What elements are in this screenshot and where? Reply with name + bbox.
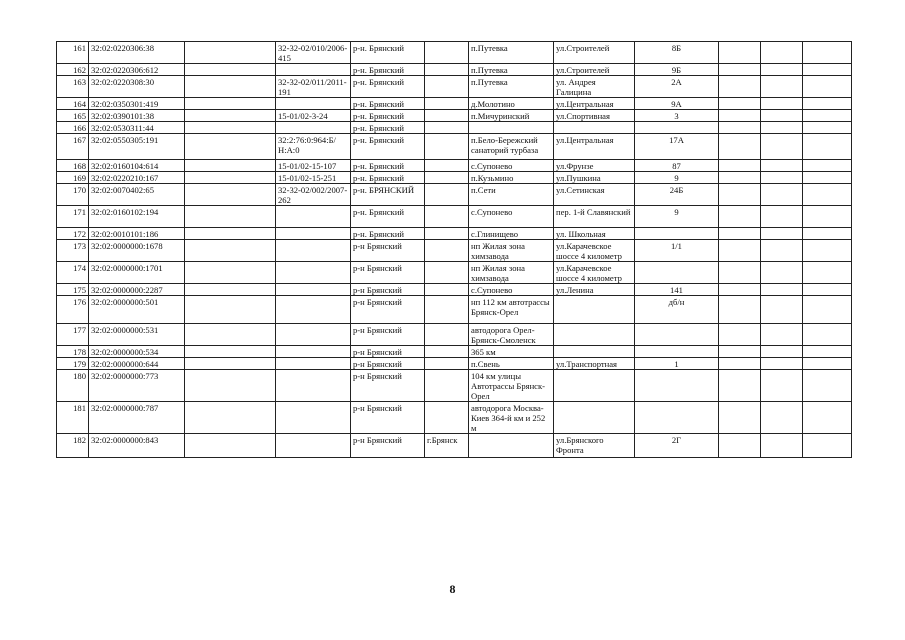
cadastral-number: 32:02:0000000:2287 — [89, 284, 185, 296]
city — [425, 64, 469, 76]
table-row — [57, 434, 852, 458]
empty-cell — [185, 160, 276, 172]
settlement: с.Глинищево — [469, 228, 554, 240]
district: р-н Брянский — [351, 284, 425, 296]
settlement: 104 км улицы Автотрассы Брянск-Орел — [469, 370, 554, 402]
empty-cell — [719, 296, 761, 324]
city — [425, 42, 469, 64]
empty-cell — [803, 98, 852, 110]
settlement: п.Путевка — [469, 42, 554, 64]
district: р-н Брянский — [351, 240, 425, 262]
settlement: п.Бело-Бережский санаторий турбаза — [469, 134, 554, 160]
table-row — [57, 296, 852, 324]
cadastral-number: 32:02:0000000:501 — [89, 296, 185, 324]
empty-cell — [719, 110, 761, 122]
cadastral-number: 32:02:0000000:644 — [89, 358, 185, 370]
empty-cell — [803, 42, 852, 64]
empty-cell — [803, 402, 852, 434]
house-number: 2А — [635, 76, 719, 98]
city — [425, 228, 469, 240]
row-number: 165 — [57, 110, 89, 122]
street: ул.Строителей — [554, 42, 635, 64]
street: ул.Брянского Фронта — [554, 434, 635, 458]
empty-cell — [761, 184, 803, 206]
settlement: автодорога Москва-Киев 364-й км и 252 м — [469, 402, 554, 434]
house-number — [635, 122, 719, 134]
house-number: 141 — [635, 284, 719, 296]
empty-cell — [761, 42, 803, 64]
table-row — [57, 262, 852, 284]
street — [554, 402, 635, 434]
empty-cell — [185, 42, 276, 64]
registration-number — [276, 206, 351, 228]
registration-number — [276, 98, 351, 110]
table-row — [57, 110, 852, 122]
street: ул.Карачевское шоссе 4 километр — [554, 240, 635, 262]
row-number: 174 — [57, 262, 89, 284]
district: р-н. Брянский — [351, 134, 425, 160]
house-number: 9А — [635, 98, 719, 110]
row-number: 167 — [57, 134, 89, 160]
settlement: нп 112 км автотрассы Брянск-Орел — [469, 296, 554, 324]
empty-cell — [185, 122, 276, 134]
empty-cell — [719, 98, 761, 110]
empty-cell — [803, 370, 852, 402]
table-row — [57, 134, 852, 160]
empty-cell — [803, 228, 852, 240]
district: р-н Брянский — [351, 402, 425, 434]
table-row — [57, 98, 852, 110]
house-number: 9 — [635, 172, 719, 184]
empty-cell — [803, 76, 852, 98]
cadastral-number: 32:02:0010101:186 — [89, 228, 185, 240]
row-number: 175 — [57, 284, 89, 296]
district: р-н. Брянский — [351, 160, 425, 172]
city — [425, 262, 469, 284]
cadastral-number: 32:02:0000000:1678 — [89, 240, 185, 262]
cadastral-number: 32:02:0160104:614 — [89, 160, 185, 172]
registration-number — [276, 324, 351, 346]
table-row — [57, 284, 852, 296]
empty-cell — [185, 370, 276, 402]
house-number — [635, 228, 719, 240]
cadastral-number: 32:02:0160102:194 — [89, 206, 185, 228]
street — [554, 296, 635, 324]
empty-cell — [803, 346, 852, 358]
empty-cell — [719, 434, 761, 458]
registration-number — [276, 262, 351, 284]
empty-cell — [761, 346, 803, 358]
empty-cell — [761, 240, 803, 262]
street: ул.Ленина — [554, 284, 635, 296]
row-number: 179 — [57, 358, 89, 370]
table-row — [57, 184, 852, 206]
empty-cell — [719, 160, 761, 172]
registration-number — [276, 228, 351, 240]
table-row — [57, 346, 852, 358]
empty-cell — [719, 42, 761, 64]
settlement: нп Жилая зона химзавода — [469, 240, 554, 262]
district: р-н Брянский — [351, 346, 425, 358]
district: р-н Брянский — [351, 434, 425, 458]
cadastral-number: 32:02:0070402:65 — [89, 184, 185, 206]
district: р-н. Брянский — [351, 42, 425, 64]
empty-cell — [719, 240, 761, 262]
table-row — [57, 228, 852, 240]
district: р-н. Брянский — [351, 206, 425, 228]
table-row — [57, 240, 852, 262]
table-row — [57, 172, 852, 184]
row-number: 171 — [57, 206, 89, 228]
cadastral-number: 32:02:0000000:1701 — [89, 262, 185, 284]
district: р-н Брянский — [351, 262, 425, 284]
empty-cell — [761, 402, 803, 434]
city — [425, 206, 469, 228]
empty-cell — [719, 358, 761, 370]
empty-cell — [761, 228, 803, 240]
empty-cell — [761, 262, 803, 284]
city — [425, 122, 469, 134]
empty-cell — [185, 98, 276, 110]
row-number: 169 — [57, 172, 89, 184]
house-number: 9 — [635, 206, 719, 228]
house-number: 1/1 — [635, 240, 719, 262]
city — [425, 184, 469, 206]
city — [425, 402, 469, 434]
settlement: п.Свень — [469, 358, 554, 370]
empty-cell — [761, 64, 803, 76]
row-number: 181 — [57, 402, 89, 434]
empty-cell — [185, 64, 276, 76]
row-number: 182 — [57, 434, 89, 458]
city — [425, 160, 469, 172]
table-row — [57, 160, 852, 172]
row-number: 178 — [57, 346, 89, 358]
table-row — [57, 122, 852, 134]
street: ул.Сетинская — [554, 184, 635, 206]
district: р-н. Брянский — [351, 64, 425, 76]
cadastral-number: 32:02:0220308:30 — [89, 76, 185, 98]
settlement: п.Мичуринский — [469, 110, 554, 122]
registration-number — [276, 434, 351, 458]
cadastral-number: 32:02:0000000:843 — [89, 434, 185, 458]
registration-number — [276, 358, 351, 370]
registration-number — [276, 284, 351, 296]
cadastral-number: 32:02:0220306:612 — [89, 64, 185, 76]
empty-cell — [185, 434, 276, 458]
city — [425, 134, 469, 160]
cadastral-number: 32:02:0000000:534 — [89, 346, 185, 358]
registration-number: 15-01/02-3-24 — [276, 110, 351, 122]
street: ул.Центральная — [554, 98, 635, 110]
cadastral-number: 32:02:0550305:191 — [89, 134, 185, 160]
city — [425, 98, 469, 110]
empty-cell — [719, 64, 761, 76]
city — [425, 172, 469, 184]
row-number: 170 — [57, 184, 89, 206]
settlement: п.Сети — [469, 184, 554, 206]
empty-cell — [803, 160, 852, 172]
registration-number — [276, 240, 351, 262]
empty-cell — [185, 324, 276, 346]
city — [425, 370, 469, 402]
table-body — [57, 42, 852, 458]
empty-cell — [185, 134, 276, 160]
row-number: 164 — [57, 98, 89, 110]
registration-number — [276, 64, 351, 76]
empty-cell — [803, 134, 852, 160]
city — [425, 110, 469, 122]
empty-cell — [185, 110, 276, 122]
house-number: дб/н — [635, 296, 719, 324]
empty-cell — [803, 324, 852, 346]
empty-cell — [761, 172, 803, 184]
house-number — [635, 262, 719, 284]
registration-number: 32-32-02/002/2007-262 — [276, 184, 351, 206]
empty-cell — [719, 370, 761, 402]
district: р-н. Брянский — [351, 228, 425, 240]
row-number: 163 — [57, 76, 89, 98]
empty-cell — [185, 184, 276, 206]
empty-cell — [185, 262, 276, 284]
cadastral-number: 32:02:0000000:531 — [89, 324, 185, 346]
registration-number: 32-32-02/011/2011-191 — [276, 76, 351, 98]
street: ул.Транспортная — [554, 358, 635, 370]
page-number: 8 — [449, 582, 456, 596]
district: р-н Брянский — [351, 358, 425, 370]
empty-cell — [761, 370, 803, 402]
registration-number — [276, 402, 351, 434]
empty-cell — [185, 76, 276, 98]
empty-cell — [185, 284, 276, 296]
house-number — [635, 324, 719, 346]
table-row — [57, 402, 852, 434]
empty-cell — [803, 206, 852, 228]
registration-number — [276, 122, 351, 134]
settlement: п.Путевка — [469, 76, 554, 98]
empty-cell — [761, 110, 803, 122]
empty-cell — [719, 402, 761, 434]
empty-cell — [719, 206, 761, 228]
district: р-н. Брянский — [351, 122, 425, 134]
row-number: 168 — [57, 160, 89, 172]
empty-cell — [719, 228, 761, 240]
street: пер. 1-й Славянский — [554, 206, 635, 228]
settlement — [469, 122, 554, 134]
registration-number: 15-01/02-15-107 — [276, 160, 351, 172]
table-row — [57, 64, 852, 76]
table-row — [57, 42, 852, 64]
cadastral-number: 32:02:0000000:773 — [89, 370, 185, 402]
street: ул.Карачевское шоссе 4 километр — [554, 262, 635, 284]
empty-cell — [761, 134, 803, 160]
empty-cell — [761, 324, 803, 346]
empty-cell — [761, 76, 803, 98]
city — [425, 240, 469, 262]
cadastral-number: 32:02:0220210:167 — [89, 172, 185, 184]
empty-cell — [185, 402, 276, 434]
street: ул.Центральная — [554, 134, 635, 160]
empty-cell — [803, 172, 852, 184]
city — [425, 296, 469, 324]
house-number — [635, 346, 719, 358]
empty-cell — [185, 172, 276, 184]
house-number: 2Г — [635, 434, 719, 458]
cadastral-number: 32:02:0390101:38 — [89, 110, 185, 122]
row-number: 166 — [57, 122, 89, 134]
city — [425, 346, 469, 358]
district: р-н. БРЯНСКИЙ — [351, 184, 425, 206]
empty-cell — [719, 184, 761, 206]
row-number: 176 — [57, 296, 89, 324]
district: р-н. Брянский — [351, 172, 425, 184]
district: р-н Брянский — [351, 324, 425, 346]
empty-cell — [761, 296, 803, 324]
property-register-table — [56, 41, 852, 458]
empty-cell — [761, 122, 803, 134]
cadastral-number: 32:02:0530311:44 — [89, 122, 185, 134]
empty-cell — [803, 64, 852, 76]
registration-number — [276, 370, 351, 402]
empty-cell — [761, 98, 803, 110]
empty-cell — [803, 296, 852, 324]
row-number: 177 — [57, 324, 89, 346]
table-row — [57, 206, 852, 228]
empty-cell — [803, 358, 852, 370]
registration-number — [276, 346, 351, 358]
settlement: п.Кузьмино — [469, 172, 554, 184]
settlement: нп Жилая зона химзавода — [469, 262, 554, 284]
empty-cell — [185, 296, 276, 324]
empty-cell — [803, 284, 852, 296]
house-number — [635, 370, 719, 402]
empty-cell — [185, 228, 276, 240]
settlement: д.Молотино — [469, 98, 554, 110]
row-number: 172 — [57, 228, 89, 240]
empty-cell — [761, 284, 803, 296]
house-number: 8Б — [635, 42, 719, 64]
empty-cell — [719, 172, 761, 184]
house-number — [635, 402, 719, 434]
empty-cell — [803, 434, 852, 458]
empty-cell — [185, 240, 276, 262]
street: ул.Пушкина — [554, 172, 635, 184]
empty-cell — [719, 122, 761, 134]
settlement — [469, 434, 554, 458]
empty-cell — [803, 240, 852, 262]
row-number: 161 — [57, 42, 89, 64]
district: р-н. Брянский — [351, 76, 425, 98]
house-number: 17А — [635, 134, 719, 160]
empty-cell — [719, 262, 761, 284]
district: р-н Брянский — [351, 296, 425, 324]
city — [425, 284, 469, 296]
city — [425, 358, 469, 370]
empty-cell — [803, 262, 852, 284]
house-number: 9Б — [635, 64, 719, 76]
cadastral-number: 32:02:0350301:419 — [89, 98, 185, 110]
row-number: 173 — [57, 240, 89, 262]
cadastral-number: 32:02:0000000:787 — [89, 402, 185, 434]
street: ул. Андрея Галицина — [554, 76, 635, 98]
house-number: 1 — [635, 358, 719, 370]
empty-cell — [761, 434, 803, 458]
street — [554, 324, 635, 346]
settlement: с.Супонево — [469, 206, 554, 228]
empty-cell — [719, 134, 761, 160]
empty-cell — [761, 358, 803, 370]
row-number: 180 — [57, 370, 89, 402]
street: ул.Фрунзе — [554, 160, 635, 172]
empty-cell — [761, 160, 803, 172]
empty-cell — [719, 324, 761, 346]
house-number: 3 — [635, 110, 719, 122]
registration-number — [276, 296, 351, 324]
house-number: 87 — [635, 160, 719, 172]
settlement: 365 км — [469, 346, 554, 358]
street — [554, 370, 635, 402]
table-row — [57, 370, 852, 402]
cadastral-number: 32:02:0220306:38 — [89, 42, 185, 64]
table-row — [57, 358, 852, 370]
empty-cell — [803, 110, 852, 122]
street: ул.Спортивная — [554, 110, 635, 122]
settlement: автодорога Орел-Брянск-Смоленск — [469, 324, 554, 346]
district: р-н. Брянский — [351, 98, 425, 110]
empty-cell — [185, 346, 276, 358]
empty-cell — [803, 184, 852, 206]
registration-number: 32-32-02/010/2006-415 — [276, 42, 351, 64]
registration-number: 15-01/02-15-251 — [276, 172, 351, 184]
empty-cell — [803, 122, 852, 134]
table-row — [57, 324, 852, 346]
city — [425, 324, 469, 346]
empty-cell — [185, 358, 276, 370]
street — [554, 122, 635, 134]
empty-cell — [719, 76, 761, 98]
city: г.Брянск — [425, 434, 469, 458]
empty-cell — [719, 346, 761, 358]
empty-cell — [761, 206, 803, 228]
city — [425, 76, 469, 98]
settlement: с.Супонево — [469, 284, 554, 296]
district: р-н Брянский — [351, 370, 425, 402]
empty-cell — [719, 284, 761, 296]
registration-number: 32:2:76:0:964:Б/Н:А:0 — [276, 134, 351, 160]
settlement: с.Супонево — [469, 160, 554, 172]
street: ул.Строителей — [554, 64, 635, 76]
table-row — [57, 76, 852, 98]
settlement: п.Путевка — [469, 64, 554, 76]
street — [554, 346, 635, 358]
row-number: 162 — [57, 64, 89, 76]
street: ул. Школьная — [554, 228, 635, 240]
house-number: 24Б — [635, 184, 719, 206]
empty-cell — [185, 206, 276, 228]
district: р-н. Брянский — [351, 110, 425, 122]
